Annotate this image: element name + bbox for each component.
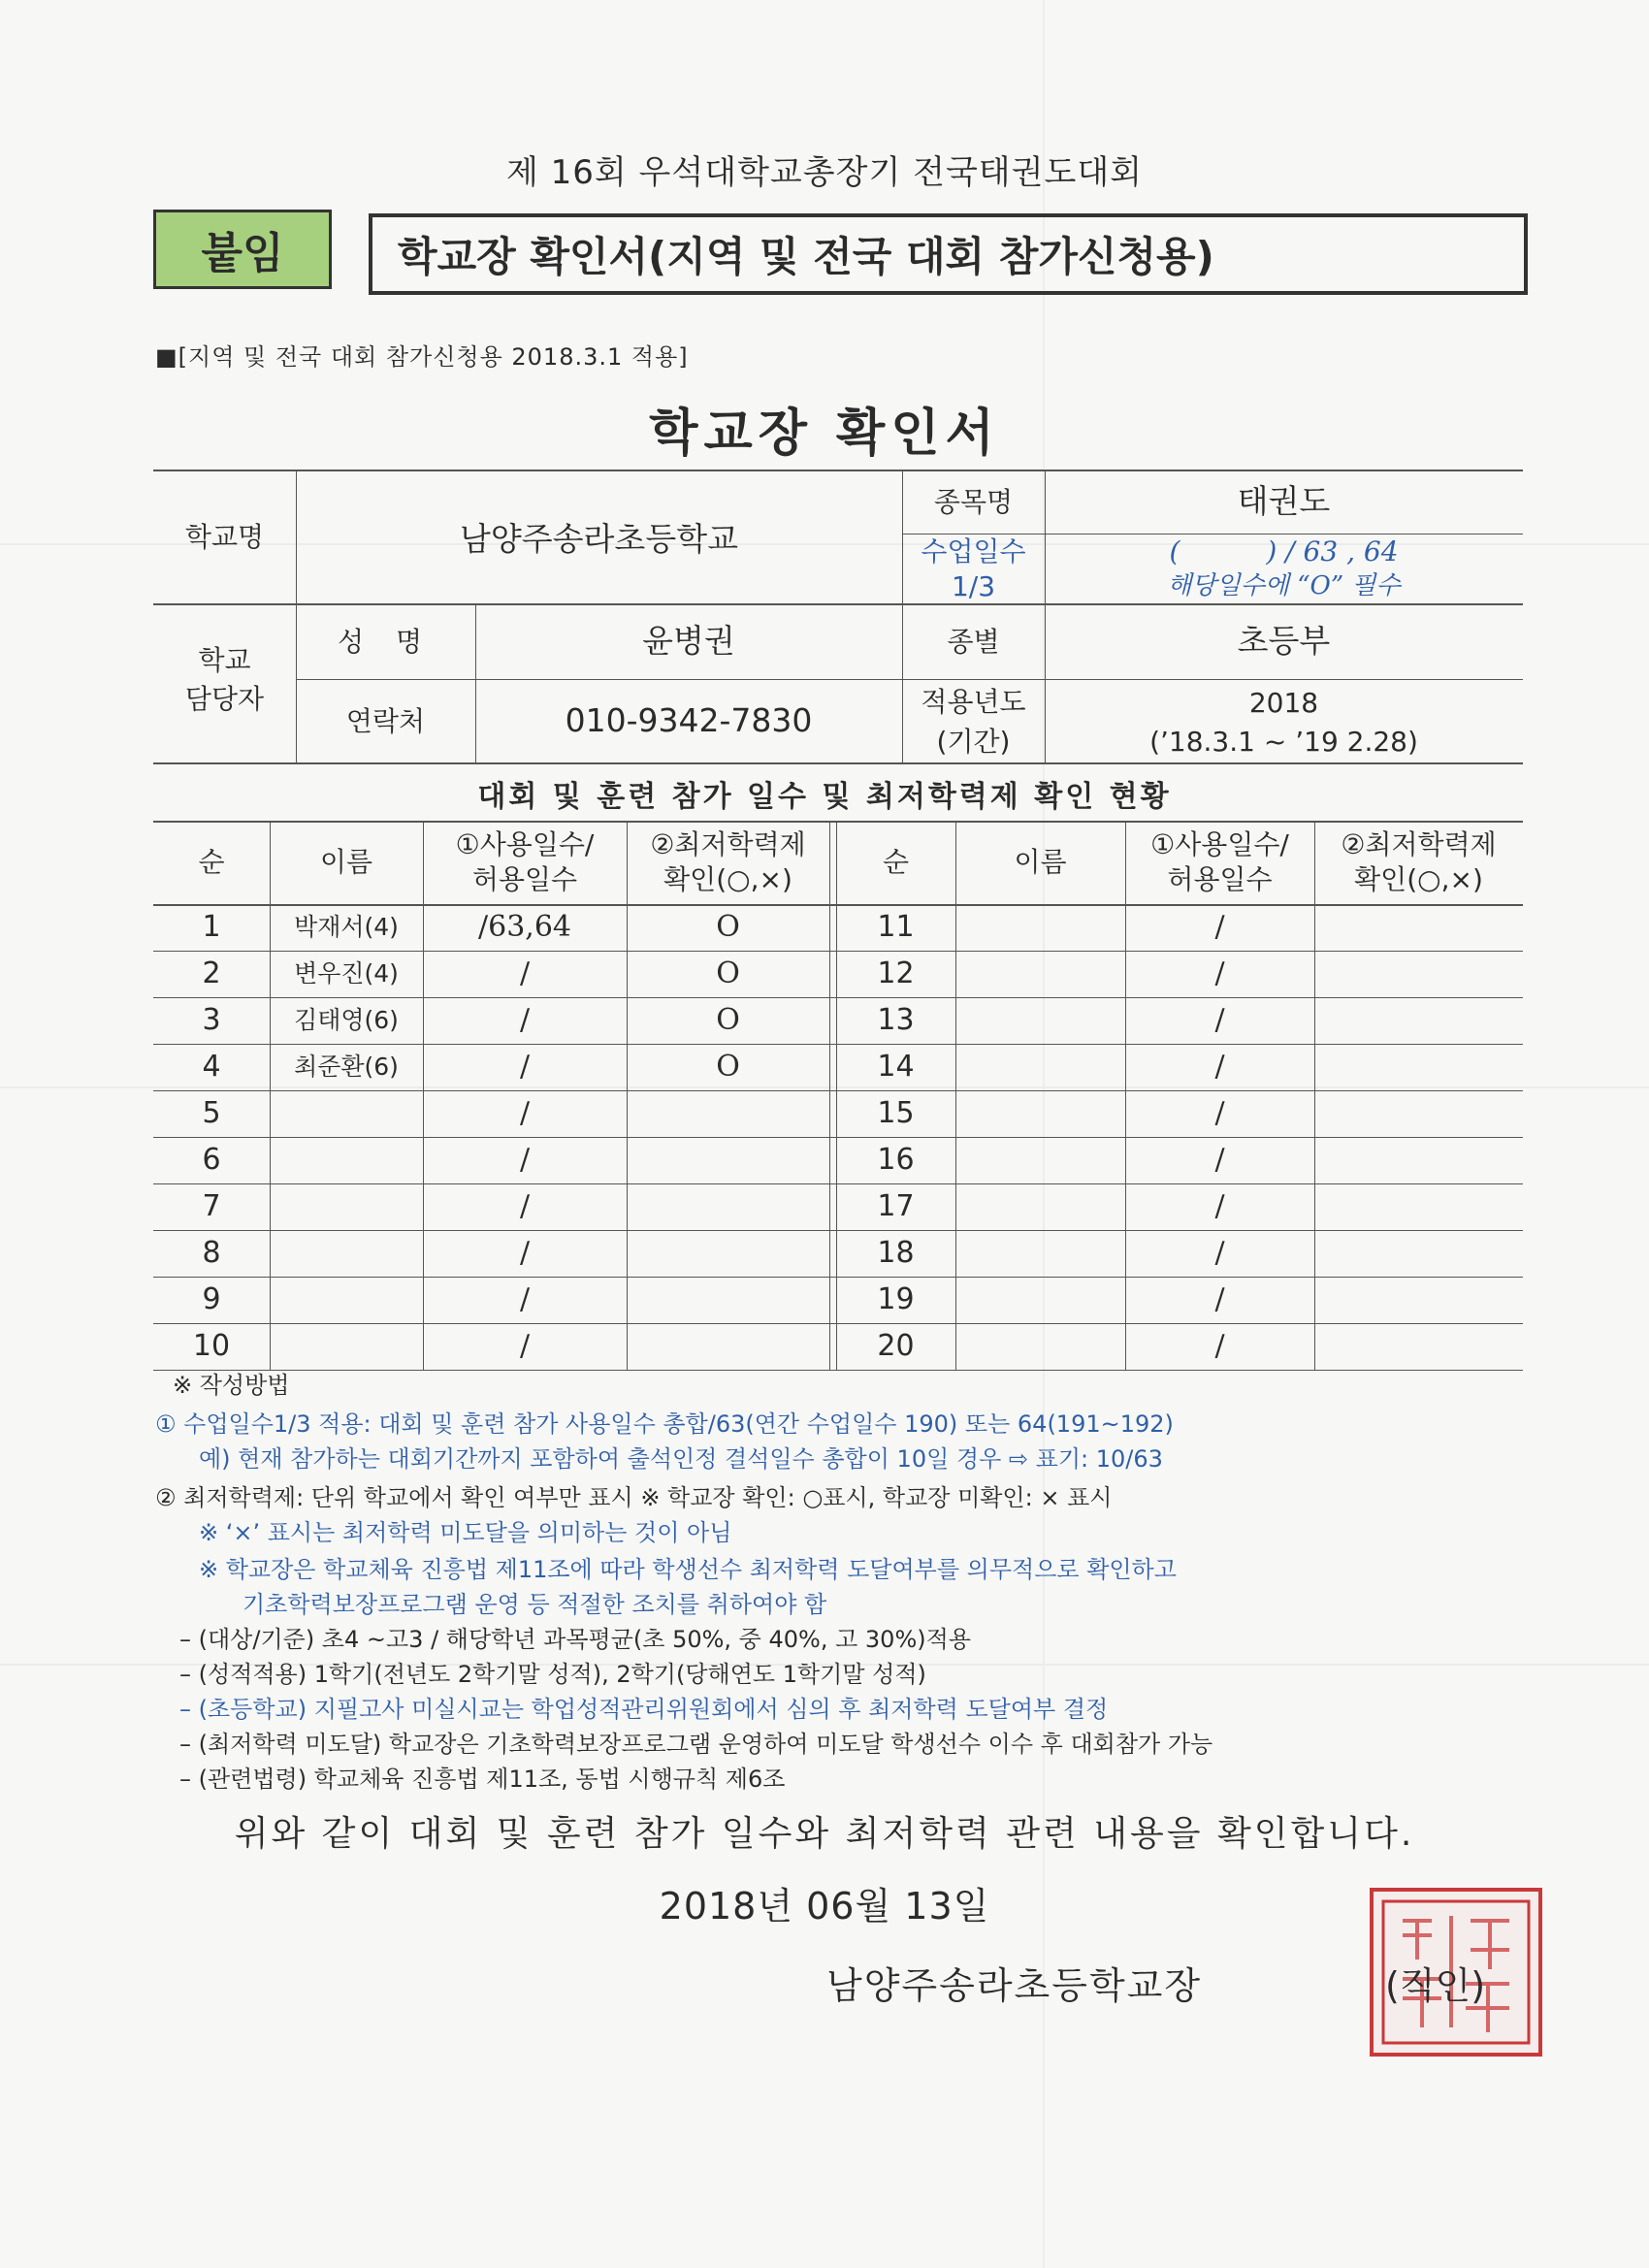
header-name: 이름 — [1014, 845, 1067, 878]
student-name — [955, 1090, 1125, 1137]
detail-5: – (관련법령) 학교체육 진흥법 제11조, 동법 시행규칙 제6조 — [179, 1766, 786, 1793]
row-number: 16 — [877, 1143, 915, 1178]
min-academic-check — [627, 1323, 829, 1370]
header-days: ①사용일수/ 허용일수 — [455, 827, 595, 895]
row-number: 18 — [877, 1236, 915, 1271]
row-number: 6 — [202, 1143, 221, 1178]
header-name: 이름 — [319, 845, 373, 878]
note-2d: 기초학력보장프로그램 운영 등 적절한 조치를 취하여야 함 — [242, 1591, 827, 1618]
min-academic-check — [627, 1277, 829, 1323]
student-name — [955, 1044, 1125, 1090]
header-check: ②최저학력제 확인(○,×) — [650, 827, 806, 895]
row-number: 20 — [877, 1329, 915, 1364]
student-name — [270, 1323, 423, 1370]
used-days: / — [1214, 1050, 1225, 1085]
used-days: / — [1214, 1282, 1225, 1317]
row-number: 1 — [202, 910, 221, 945]
row-number: 7 — [202, 1189, 221, 1224]
header-no: 순 — [882, 845, 910, 878]
used-days: /63,64 — [478, 910, 571, 945]
row-number: 5 — [202, 1096, 221, 1131]
min-academic-check — [1314, 1277, 1523, 1323]
student-name — [270, 1183, 423, 1230]
min-academic-check — [1314, 997, 1523, 1044]
confirmation-statement: 위와 같이 대회 및 훈련 참가 일수와 최저학력 관련 내용을 확인합니다. — [234, 1814, 1415, 1854]
header-check: ②최저학력제 확인(○,×) — [1341, 827, 1497, 895]
note-2c: ※ 학교장은 학교체육 진흥법 제11조에 따라 학생선수 최저학력 도달여부를 의무적으로 확인하고 — [199, 1556, 1177, 1583]
student-name: 최준환(6) — [294, 1053, 399, 1082]
document-title: 학교장 확인서 — [649, 405, 1000, 463]
min-academic-check — [1314, 1323, 1523, 1370]
note-2a: ② 최저학력제: 단위 학교에서 확인 여부만 표시 ※ 학교장 확인: ○표시, 학교장 미확인: × 표시 — [155, 1484, 1113, 1511]
row-number: 17 — [877, 1189, 915, 1224]
roster-title: 대회 및 훈련 참가 일수 및 최저학력제 확인 현황 — [477, 780, 1172, 814]
form-note: ■[지역 및 전국 대회 참가신청용 2018.3.1 적용] — [155, 343, 689, 371]
detail-2: – (성적적용) 1학기(전년도 2학기말 성적), 2학기(당해연도 1학기말 성적) — [179, 1661, 926, 1688]
event-title: 제 16회 우석대학교총장기 전국태권도대회 — [505, 153, 1144, 192]
used-days: / — [1214, 1096, 1225, 1131]
used-days: / — [519, 1003, 531, 1038]
class-days-value: ( ) / 63 , 64 — [1169, 535, 1399, 567]
min-academic-check: O — [716, 1050, 740, 1085]
used-days: / — [519, 1329, 531, 1364]
used-days: / — [519, 1189, 531, 1224]
student-name — [955, 1277, 1125, 1323]
min-academic-check — [627, 1183, 829, 1230]
min-academic-check — [627, 1230, 829, 1277]
year-period: (’18.3.1 ~ ’19 2.28) — [1149, 725, 1418, 758]
used-days: / — [1214, 1236, 1225, 1271]
min-academic-check — [1314, 1230, 1523, 1277]
min-academic-check: O — [716, 1003, 740, 1038]
school-name-label: 학교명 — [184, 520, 265, 553]
seal-mark-text: (직인) — [1385, 1964, 1486, 2007]
student-name — [270, 1277, 423, 1323]
used-days: / — [519, 1143, 531, 1178]
note-2b: ※ ‘×’ 표시는 최저학력 미도달을 의미하는 것이 아님 — [199, 1519, 732, 1546]
min-academic-check — [627, 1137, 829, 1183]
class-days-note: 해당일수에 “O” 필수 — [1167, 570, 1401, 600]
headline: 학교장 확인서(지역 및 전국 대회 참가신청용) — [369, 213, 1528, 295]
row-number: 15 — [877, 1096, 915, 1131]
period-label: (기간) — [936, 725, 1011, 758]
detail-3: – (초등학교) 지필고사 미실시교는 학업성적관리위원회에서 심의 후 최저학력 도달여부 결정 — [179, 1696, 1109, 1723]
student-name — [955, 904, 1125, 951]
contact-value: 010-9342-7830 — [565, 701, 813, 740]
used-days: / — [519, 956, 531, 991]
detail-4: – (최저학력 미도달) 학교장은 기초학력보장프로그램 운영하여 미도달 학생선수 이수 후 대회참가 가능 — [179, 1731, 1213, 1758]
student-name — [955, 1183, 1125, 1230]
used-days: / — [1214, 1189, 1225, 1224]
class-days-ratio: 1/3 — [951, 569, 996, 602]
used-days: / — [519, 1236, 531, 1271]
used-days: / — [519, 1050, 531, 1085]
class-days-label: 수업일수 — [921, 535, 1026, 567]
note-1b: 예) 현재 참가하는 대회기간까지 포함하여 출석인정 결석일수 총합이 10일 경우 ⇨ 표기: 10/63 — [199, 1445, 1163, 1473]
row-number: 10 — [192, 1329, 231, 1364]
row-number: 8 — [202, 1236, 221, 1271]
row-number: 11 — [877, 910, 915, 945]
row-number: 3 — [202, 1003, 221, 1038]
student-name — [955, 1137, 1125, 1183]
manager-label-1: 학교 — [198, 643, 251, 676]
header-days: ①사용일수/ 허용일수 — [1150, 827, 1289, 895]
school-name-value: 남양주송라초등학교 — [460, 520, 738, 559]
min-academic-check — [1314, 1183, 1523, 1230]
row-number: 9 — [202, 1282, 221, 1317]
used-days: / — [1214, 1003, 1225, 1038]
year-label: 적용년도 — [921, 685, 1026, 718]
used-days: / — [519, 1096, 531, 1131]
attachment-badge: 붙임 — [153, 210, 332, 289]
year-value: 2018 — [1248, 686, 1319, 719]
min-academic-check — [1314, 1044, 1523, 1090]
student-name — [270, 1230, 423, 1277]
signer-title: 남양주송라초등학교장 — [826, 1964, 1203, 2007]
division-value: 초등부 — [1237, 622, 1331, 661]
student-name — [270, 1090, 423, 1137]
note-1a: ① 수업일수1/3 적용: 대회 및 훈련 참가 사용일수 총합/63(연간 수업일수 190) 또는 64(191~192) — [155, 1410, 1174, 1438]
student-name — [955, 1323, 1125, 1370]
min-academic-check: O — [716, 910, 740, 945]
min-academic-check — [1314, 1137, 1523, 1183]
division-label: 종별 — [947, 625, 1000, 658]
row-number: 12 — [877, 956, 915, 991]
student-name: 김태영(6) — [294, 1006, 399, 1035]
used-days: / — [1214, 1329, 1225, 1364]
min-academic-check — [627, 1090, 829, 1137]
student-name — [955, 951, 1125, 997]
issue-date: 2018년 06월 13일 — [659, 1885, 990, 1928]
used-days: / — [1214, 1143, 1225, 1178]
row-number: 13 — [877, 1003, 915, 1038]
min-academic-check: O — [716, 956, 740, 991]
name-label: 성 명 — [338, 625, 434, 658]
row-number: 19 — [877, 1282, 915, 1317]
sport-label: 종목명 — [933, 485, 1014, 518]
student-name — [955, 997, 1125, 1044]
student-name: 변우진(4) — [294, 959, 399, 988]
notes-heading: ※ 작성방법 — [173, 1372, 290, 1399]
min-academic-check — [1314, 1090, 1523, 1137]
row-number: 14 — [877, 1050, 915, 1085]
detail-1: – (대상/기준) 초4 ~고3 / 해당학년 과목평균(초 50%, 중 40%, 고 30%)적용 — [179, 1626, 971, 1653]
student-name — [270, 1137, 423, 1183]
min-academic-check — [1314, 904, 1523, 951]
manager-label-2: 담당자 — [184, 682, 265, 715]
used-days: / — [1214, 956, 1225, 991]
student-name: 박재서(4) — [294, 913, 399, 942]
used-days: / — [519, 1282, 531, 1317]
min-academic-check — [1314, 951, 1523, 997]
sport-value: 태권도 — [1237, 482, 1331, 521]
student-name — [955, 1230, 1125, 1277]
row-number: 4 — [202, 1050, 221, 1085]
contact-label: 연락처 — [345, 704, 426, 737]
header-no: 순 — [198, 845, 225, 878]
row-number: 2 — [202, 956, 221, 991]
name-value: 윤병권 — [642, 622, 735, 661]
used-days: / — [1214, 910, 1225, 945]
